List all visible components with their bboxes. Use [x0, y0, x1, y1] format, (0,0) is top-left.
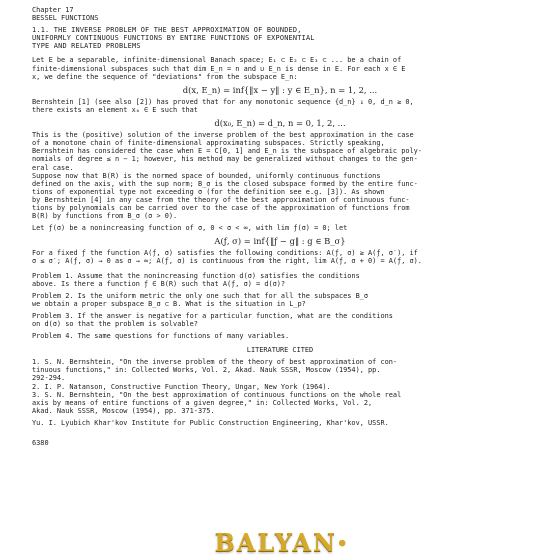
page-number: 6380	[32, 439, 49, 448]
text-line: Suppose now that B(R) is the normed space of bounded, uniformly continuous functions	[32, 171, 381, 180]
text-line: defined on the axis, with the sup norm; B_σ is the closed subspace formed by the entire func-	[32, 179, 418, 188]
reference-line: 292-294.	[32, 374, 66, 383]
references-title: LITERATURE CITED	[246, 346, 314, 355]
section-heading-line: UNIFORMLY CONTINUOUS FUNCTIONS BY ENTIRE FUNCTIONS OF EXPONENTIAL	[32, 34, 315, 43]
text-line: nomials of degree ≤ n − 1; however, his method may be generalized without changes to the gen-	[32, 155, 418, 164]
paragraph-2	[32, 98, 528, 114]
section-heading-line: 1.1. THE INVERSE PROBLEM OF THE BEST APPROXIMATION OF BOUNDED,	[32, 26, 302, 35]
text-line: B(R) by functions from B_σ (σ > 0).	[32, 212, 178, 221]
references-list	[32, 358, 528, 415]
watermark-dot-icon: ●	[338, 535, 346, 549]
reference-line: tinuous functions," in: Collected Works, Vol. 2, Akad. Nauk SSSR, Moscow (1954), pp.	[32, 366, 381, 375]
text-line: we obtain a proper subspace B_σ ⊂ B. What is the situation in L_p?	[32, 299, 306, 308]
section-heading	[32, 26, 528, 50]
text-line: on d(σ) so that the problem is solvable?	[32, 320, 198, 328]
text-line: Bernshtein has considered the case when E = C[0, 1] and E_n is the subspace of algebraic poly-	[32, 147, 422, 156]
text-line: Problem 1. Assume that the nonincreasing function d(σ) satisfies the conditions	[32, 271, 360, 280]
watermark-logo	[0, 528, 560, 558]
paragraph-3	[32, 131, 528, 220]
text-line: x, we define the sequence of "deviations" from the subspace E_n:	[32, 72, 298, 81]
formula-approximation: A(ƒ, σ) = inf{‖ƒ − g‖ : g ∈ B_σ}	[214, 236, 346, 247]
reference-line: 2. I. P. Natanson, Constructive Function Theory, Ungar, New York (1964).	[32, 382, 331, 391]
text-line: tions of exponential type not exceeding σ (for the definition see e.g. [3]). As shown	[32, 187, 385, 196]
formula-deviation: d(x, E_n) = inf{‖x − y‖ : y ∈ E_n}, n = 1, 2, ...	[182, 84, 378, 95]
reference-line: Akad. Nauk SSSR, Moscow (1954), pp. 371-375.	[32, 406, 215, 415]
paragraph-5	[32, 249, 528, 265]
text-line: above. Is there a function ƒ ∈ B(R) such that A(ƒ, σ) = d(σ)?	[32, 279, 286, 288]
text-line: Let E be a separable, infinite-dimensional Banach space; E₁ ⊂ E₂ ⊂ E₃ ⊂ ... be a chain of	[32, 56, 402, 65]
paragraph-1	[32, 56, 528, 80]
problem-2	[32, 292, 528, 308]
reference-line: 3. S. N. Bernshtein, "On the best approximation of continuous functions on the whole real	[32, 390, 402, 399]
text-line: tions by polynomials can be carried over to the case of the approximation of functions from	[32, 203, 410, 212]
text-line: Bernshtein [1] (see also [2]) has proved that for any monotonic sequence {d_n} ↓ 0, d_n ≥ 0,	[32, 97, 414, 106]
problem-3	[32, 312, 528, 328]
reference-line: 1. S. N. Bernshtein, "On the inverse problem of the theory of best approximation of con-	[32, 358, 398, 367]
text-line: finite-dimensional subspaces such that dim E_n = n and ∪ E_n is dense in E. For each x ∈ E	[32, 64, 406, 73]
paragraph-4	[32, 224, 528, 232]
text-line: of a monotone chain of finite-dimensional approximating subspaces. Strictly speaking,	[32, 139, 385, 148]
text-line: σ ≤ σ′; A(ƒ, σ) → 0 as σ → ∞; A(ƒ, σ) is continuous from the right, lim A(ƒ, σ + 0) = A(ƒ, σ).	[32, 257, 422, 266]
text-line: Problem 2. Is the uniform metric the only one such that for all the subspaces B_σ	[32, 291, 369, 300]
text-line: by Bernshtein [4] in any case from the theory of the best approximation of continuous func-	[32, 195, 410, 204]
problem-1	[32, 272, 528, 288]
text-line: This is the (positive) solution of the inverse problem of the best approximation in the case	[32, 131, 414, 140]
author-affiliation: Yu. I. Lyubich Khar'kov Institute for Public Construction Engineering, Khar'kov, USSR.	[32, 418, 389, 427]
chapter-subtitle: BESSEL FUNCTIONS	[32, 14, 99, 23]
text-line: Problem 4. The same questions for functions of many variables.	[32, 332, 290, 341]
reference-line: axis by means of entire functions of a given degree," in: Collected Works, Vol. 2,	[32, 398, 373, 407]
text-line: For a fixed ƒ the function A(ƒ, σ) satisfies the following conditions: A(ƒ, σ) ≥ A(ƒ, σ′), if	[32, 249, 418, 258]
section-heading-line: TYPE AND RELATED PROBLEMS	[32, 42, 141, 51]
text-line: there exists an element x₀ ∈ E such that	[32, 105, 198, 114]
text-line: Problem 3. If the answer is negative for a particular function, what are the conditions	[32, 311, 393, 320]
chapter-heading: Chapter 17	[32, 6, 74, 14]
text-line: eral case.	[32, 163, 74, 172]
formula-sequence: d(x₀, E_n) = d_n, n = 0, 1, 2, ...	[214, 118, 346, 129]
problem-4	[32, 332, 528, 340]
watermark-text: BALYAN	[214, 528, 337, 557]
text-line: Let ƒ(σ) be a nonincreasing function of σ, 0 < σ < ∞, with lim ƒ(σ) = 0; let	[32, 224, 348, 233]
